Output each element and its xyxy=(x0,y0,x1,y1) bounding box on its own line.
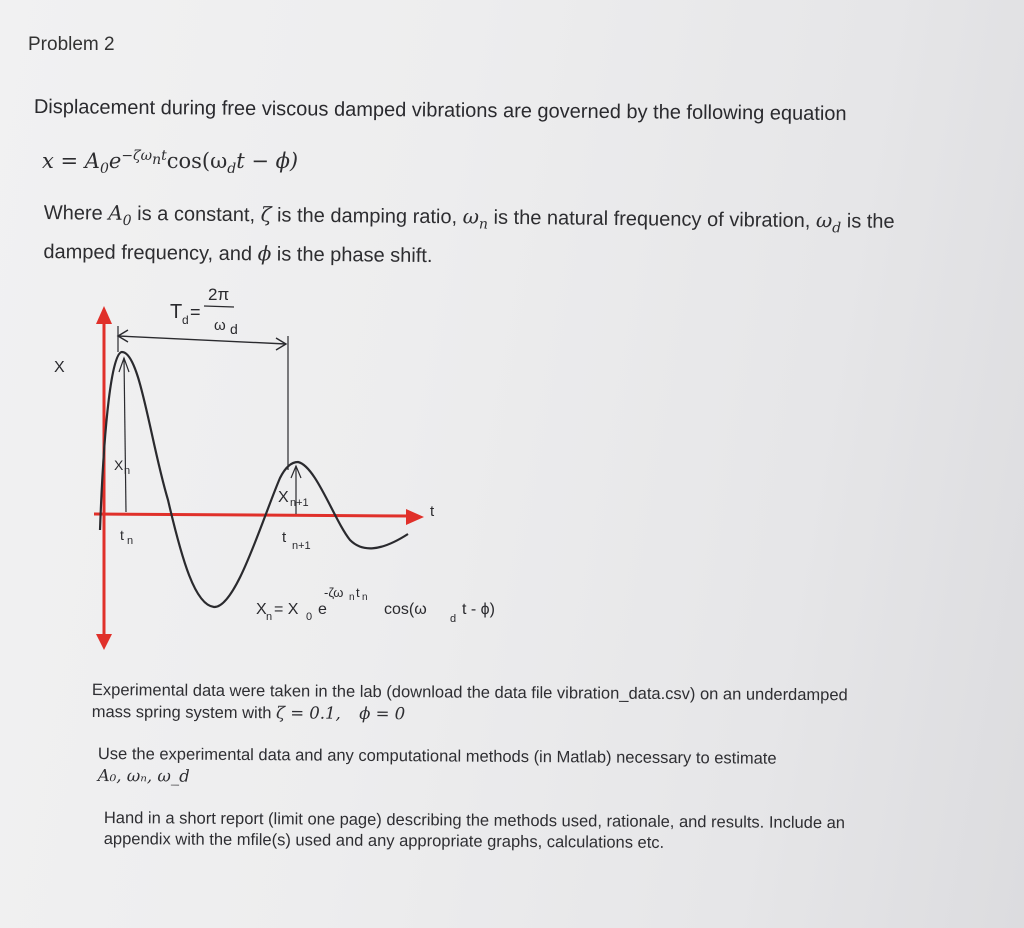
svg-text:=: = xyxy=(190,302,201,322)
damped-wave xyxy=(100,352,408,607)
svg-text:d: d xyxy=(230,321,238,337)
svg-text:d: d xyxy=(182,313,189,327)
svg-text:t: t xyxy=(356,585,360,600)
use-data-text: Use the experimental data and any computational methods (in Matlab) necessary to estimate A₀, ωₙ, ω_d xyxy=(97,745,777,786)
period-dimension-line xyxy=(118,336,286,344)
definition-line-2: damped frequency, and ϕ is the phase shift. xyxy=(43,240,433,268)
axis-arrow-right-icon xyxy=(406,509,424,525)
svg-text:t - ϕ): t - ϕ) xyxy=(462,601,495,618)
svg-text:cos(ω: cos(ω xyxy=(384,601,427,618)
problem-heading: Problem 2 xyxy=(28,34,115,55)
xn-label xyxy=(114,457,130,477)
svg-text:t: t xyxy=(282,529,287,546)
experimental-data-text: Experimental data were taken in the lab (download the data file vibration_data.csv) on an underdamped mass spring system with ζ = 0.1, ϕ = 0 xyxy=(91,681,848,724)
svg-text:X: X xyxy=(114,457,124,473)
definition-line-1: Where $A_0$ is a constant, ζ is the damping ratio, $\omega_n$ is the natural frequency of vibration, $\omega_d$ is the xyxy=(43,200,895,237)
axis-arrow-down-icon xyxy=(96,634,112,650)
y-axis-label: X xyxy=(54,359,65,376)
svg-text:2π: 2π xyxy=(208,285,230,304)
svg-text:0: 0 xyxy=(306,611,313,623)
svg-text:t: t xyxy=(120,527,124,543)
report-instructions: Hand in a short report (limit one page) describing the methods used, rationale, and results. Include an appendix with the mfile(s) used and any appropriate graphs, calculations etc. xyxy=(103,809,846,852)
svg-text:n+1: n+1 xyxy=(292,540,311,552)
svg-text:n: n xyxy=(266,611,273,623)
time-axis xyxy=(94,514,410,516)
svg-text:d: d xyxy=(450,613,457,625)
decrement-formula xyxy=(256,585,495,625)
svg-text:n+1: n+1 xyxy=(290,497,309,509)
tn1-label xyxy=(282,529,311,552)
svg-text:n: n xyxy=(124,465,131,477)
intro-text: Displacement during free viscous damped vibrations are governed by the following equation xyxy=(33,96,847,126)
svg-text:ω: ω xyxy=(214,317,226,334)
svg-text:e: e xyxy=(318,601,327,618)
svg-text:X: X xyxy=(278,489,289,506)
governing-equation: $x = A_0e^{-\zeta\omega_nt}\cos(\omega_dt - \phi)$ xyxy=(42,148,299,178)
tn-label xyxy=(120,527,133,547)
svg-text:n: n xyxy=(349,592,355,603)
xn-amplitude-line xyxy=(124,358,126,512)
svg-text:-ζω: -ζω xyxy=(324,585,344,600)
svg-text:n: n xyxy=(127,535,134,547)
period-formula xyxy=(170,285,238,337)
axis-arrow-up-icon xyxy=(96,306,112,324)
svg-text:X: X xyxy=(256,601,267,618)
svg-text:n: n xyxy=(362,592,368,603)
svg-text:= X: = X xyxy=(274,601,299,618)
svg-text:T: T xyxy=(170,301,183,323)
t-axis-label: t xyxy=(430,503,435,520)
xn1-label xyxy=(278,489,309,509)
